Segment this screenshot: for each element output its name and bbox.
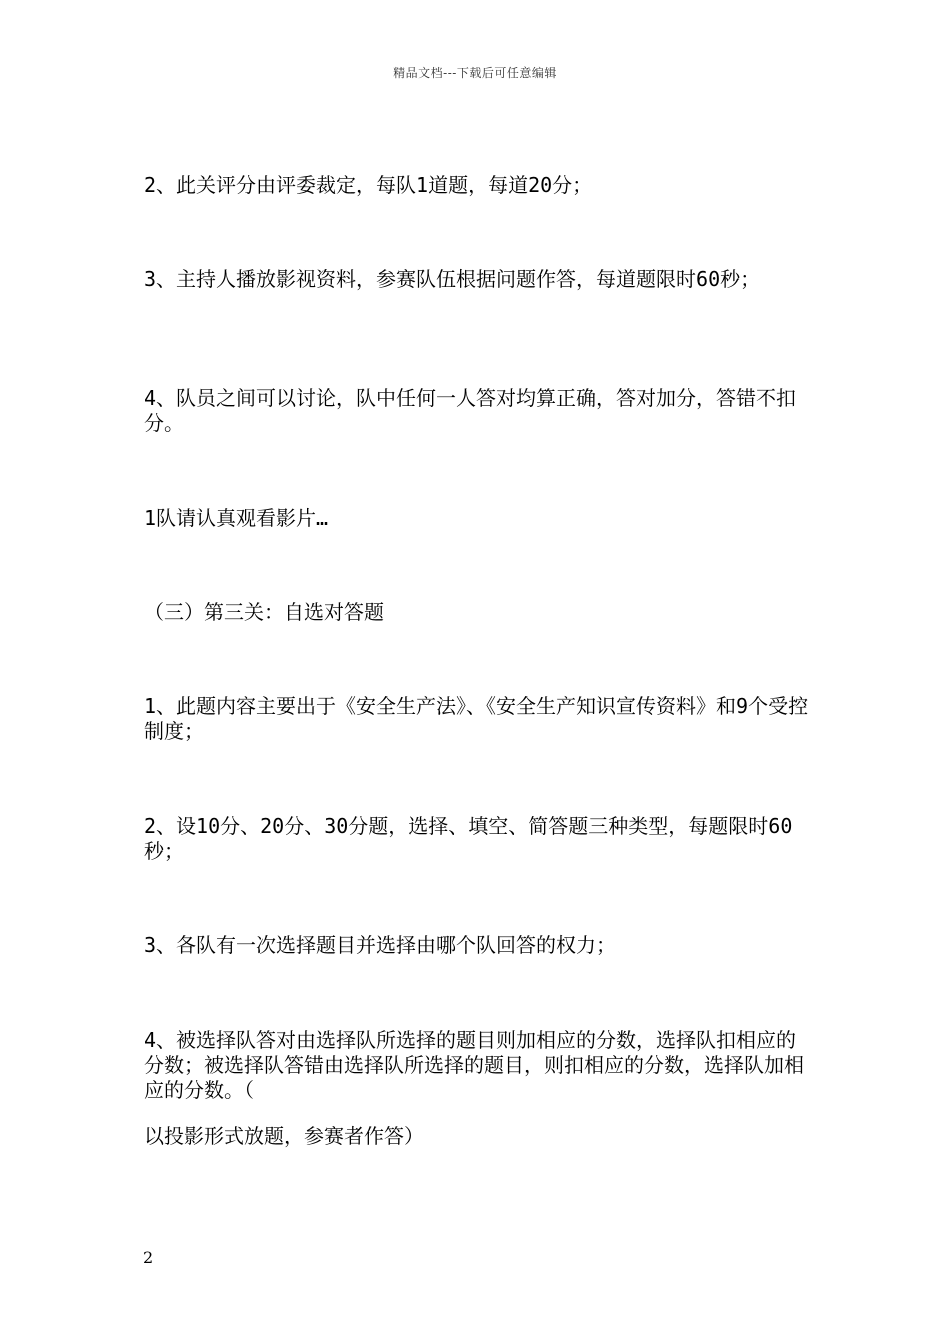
section-heading: （三）第三关：自选对答题 — [144, 600, 384, 624]
rule-paragraph: 3、主持人播放影视资料，参赛队伍根据问题作答，每道题限时60秒； — [144, 267, 761, 291]
rule-paragraph: 1、此题内容主要出于《安全生产法》、《安全生产知识宣传资料》和9个受控制度； — [144, 694, 809, 743]
note-paragraph: 以投影形式放题，参赛者作答） — [144, 1124, 424, 1148]
rule-paragraph: 3、各队有一次选择题目并选择由哪个队回答的权力； — [144, 933, 617, 957]
rule-paragraph: 4、队员之间可以讨论，队中任何一人答对均算正确，答对加分，答错不扣分。 — [144, 386, 797, 435]
page-number: 2 — [143, 1248, 154, 1267]
page-header: 精品文档---下载后可任意编辑 — [393, 66, 557, 80]
rule-paragraph: 2、设10分、20分、30分题，选择、填空、简答题三种类型，每题限时60秒； — [144, 814, 793, 863]
rule-paragraph: 4、被选择队答对由选择队所选择的题目则加相应的分数，选择队扣相应的分数；被选择队答错由选择队所选择的题目，则扣相应的分数，选择队加相应的分数。（ — [144, 1028, 804, 1102]
rule-paragraph: 2、此关评分由评委裁定，每队1道题，每道20分； — [144, 173, 593, 197]
announcement-paragraph: 1队请认真观看影片… — [144, 506, 329, 530]
